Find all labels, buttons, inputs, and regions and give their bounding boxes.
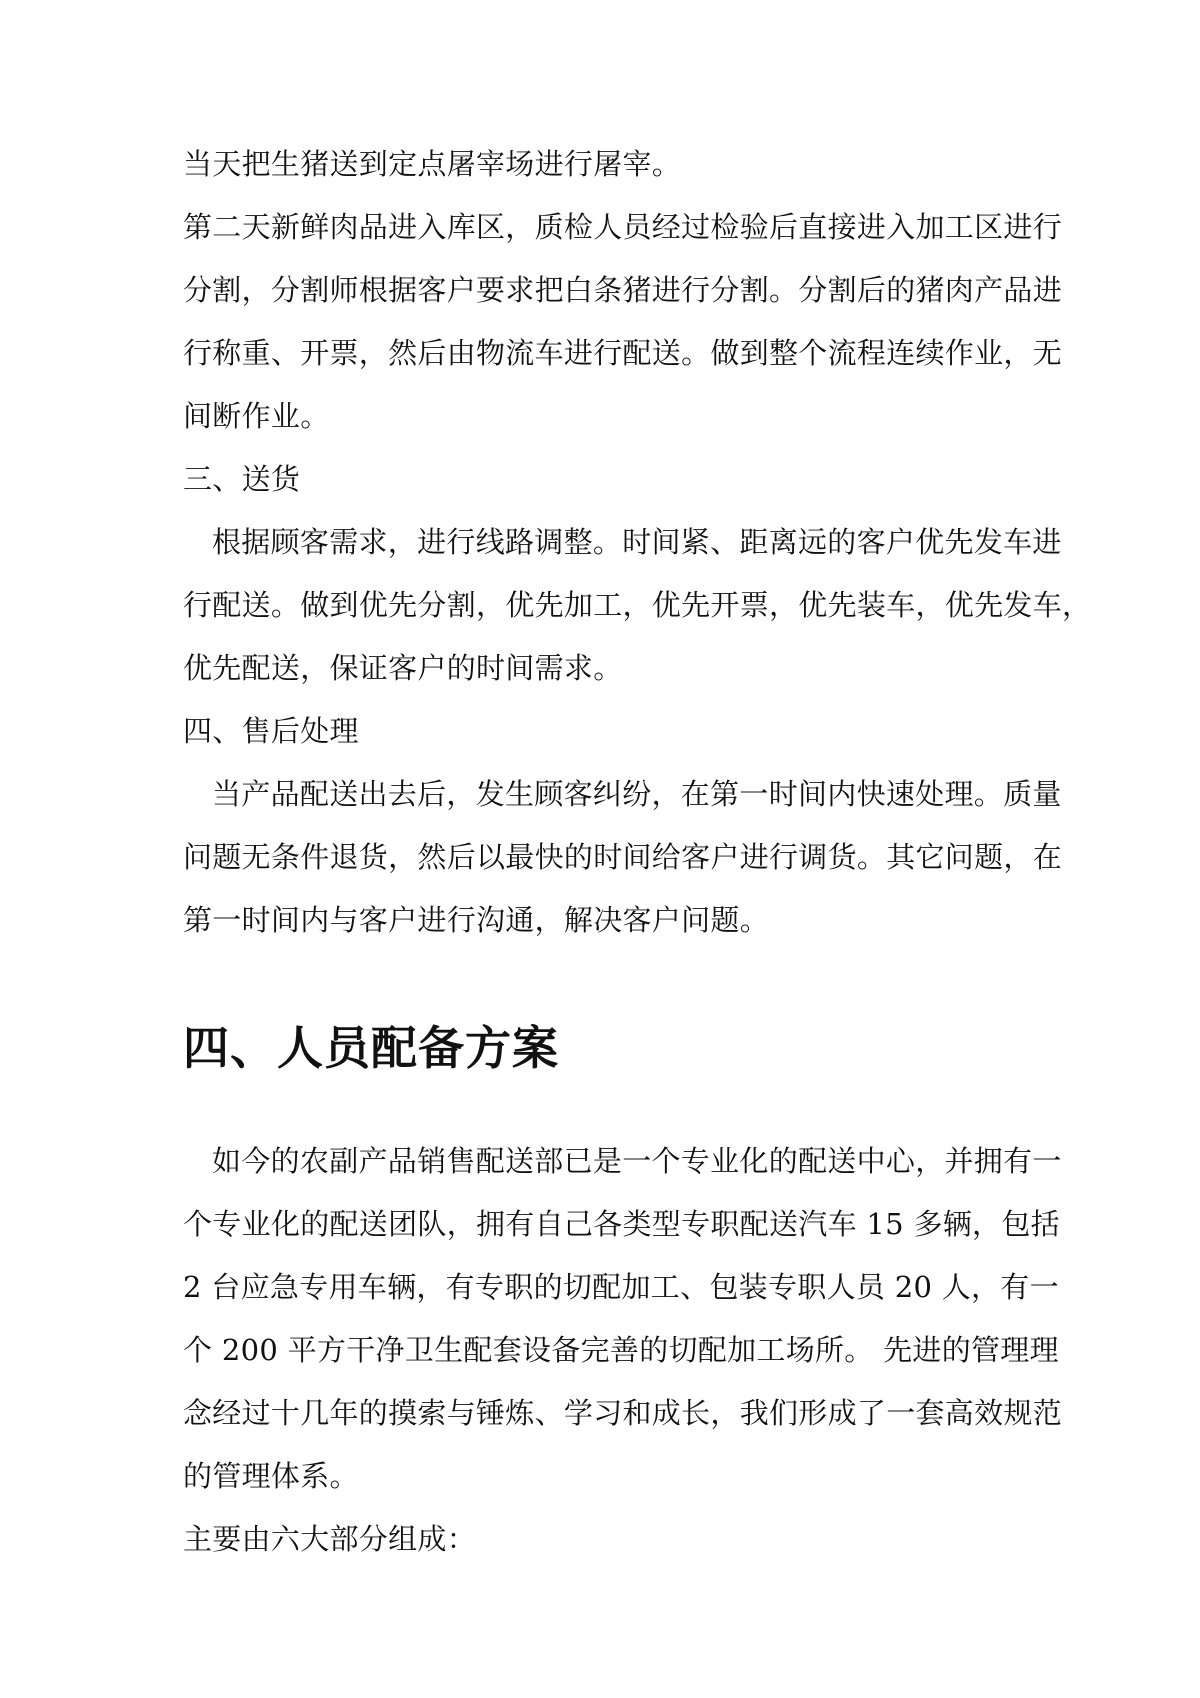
paragraph-line-12: 如今的农副产品销售配送部已是一个专业化的配送中心，并拥有一 — [212, 1144, 1062, 1178]
paragraph-line-2: 第二天新鲜肉品进入库区，质检人员经过检验后直接进入加工区进行 — [183, 210, 1063, 244]
paragraph-line-15: 个 200 平方干净卫生配套设备完善的切配加工场所。 先进的管理理 — [183, 1333, 1059, 1367]
subheading-delivery: 三、送货 — [183, 462, 301, 496]
paragraph-line-4: 行称重、开票，然后由物流车进行配送。做到整个流程连续作业，无 — [183, 336, 1063, 370]
paragraph-line-9: 当产品配送出去后，发生顾客纠纷，在第一时间内快速处理。质量 — [212, 777, 1062, 811]
paragraph-line-3: 分割，分割师根据客户要求把白条猪进行分割。分割后的猪肉产品进 — [183, 273, 1063, 307]
paragraph-line-11: 第一时间内与客户进行沟通，解决客户问题。 — [183, 903, 770, 937]
paragraph-line-13: 个专业化的配送团队，拥有自己各类型专职配送汽车 15 多辆，包括 — [183, 1207, 1060, 1241]
paragraph-line-5: 间断作业。 — [183, 399, 330, 433]
paragraph-line-18: 主要由六大部分组成： — [183, 1522, 477, 1556]
paragraph-line-6: 根据顾客需求，进行线路调整。时间紧、距离远的客户优先发车进 — [212, 525, 1062, 559]
subheading-after-sales: 四、售后处理 — [183, 714, 359, 748]
section-heading-staffing: 四、人员配备方案 — [183, 1021, 559, 1075]
paragraph-line-17: 的管理体系。 — [183, 1459, 359, 1493]
paragraph-line-16: 念经过十几年的摸索与锤炼、学习和成长，我们形成了一套高效规范 — [183, 1396, 1063, 1430]
paragraph-line-10: 问题无条件退货，然后以最快的时间给客户进行调货。其它问题，在 — [183, 840, 1063, 874]
paragraph-line-8: 优先配送，保证客户的时间需求。 — [183, 651, 623, 685]
paragraph-line-7: 行配送。做到优先分割，优先加工，优先开票，优先装车，优先发车， — [183, 588, 1092, 622]
paragraph-line-1: 当天把生猪送到定点屠宰场进行屠宰。 — [183, 147, 682, 181]
paragraph-line-14: 2 台应急专用车辆，有专职的切配加工、包装专职人员 20 人，有一 — [183, 1270, 1059, 1304]
